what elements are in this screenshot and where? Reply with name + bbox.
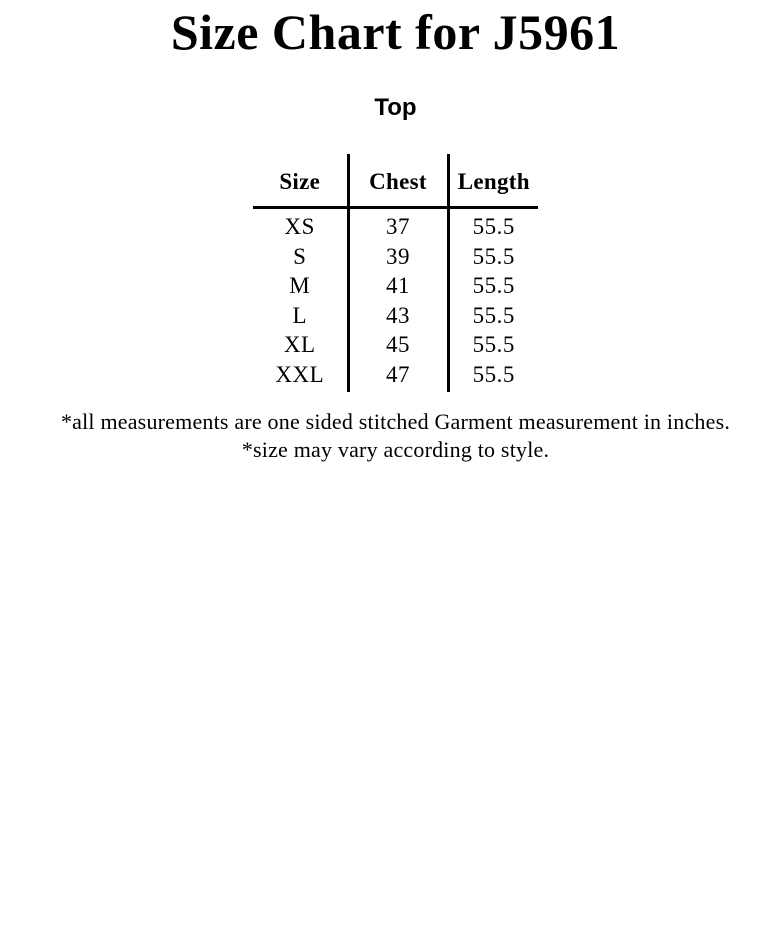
size-value: S xyxy=(293,243,307,269)
chest-value: 39 xyxy=(348,242,448,272)
size-value: L xyxy=(292,302,308,328)
table-row xyxy=(253,208,538,242)
length-value: 55.5 xyxy=(472,361,515,387)
table-row xyxy=(253,271,538,301)
length-value: 55.5 xyxy=(472,332,515,358)
chest-value: 41 xyxy=(348,271,448,301)
chest-value: 43 xyxy=(348,301,448,331)
chest-value: 47 xyxy=(348,360,448,392)
chest-value: 45 xyxy=(348,330,448,360)
column-header-size: Size xyxy=(253,154,348,208)
length-value: 55.5 xyxy=(472,214,515,239)
chest-value: 37 xyxy=(348,208,448,242)
size-value: XXL xyxy=(275,361,325,387)
length-value: 55.5 xyxy=(472,243,515,269)
size-value: XL xyxy=(283,332,316,358)
table-row xyxy=(253,330,538,360)
length-value: 55.5 xyxy=(472,302,515,328)
table-row xyxy=(253,360,538,392)
column-header-length: Length xyxy=(448,154,538,208)
table-header-row xyxy=(253,154,538,208)
length-value: 55.5 xyxy=(472,273,515,299)
page-title: Size Chart for J5961 xyxy=(170,4,621,60)
note-size-variance: *size may vary according to style. xyxy=(241,436,550,462)
footnotes xyxy=(0,408,779,464)
table-row xyxy=(253,242,538,272)
table-row xyxy=(253,301,538,331)
size-value: XS xyxy=(284,214,315,239)
size-table xyxy=(253,154,538,392)
section-title: Top xyxy=(374,94,417,121)
note-measurement-disclaimer: *all measurements are one sided stitched Garment measurement in inches. xyxy=(60,408,731,434)
size-value: M xyxy=(289,273,311,299)
column-header-chest: Chest xyxy=(348,154,448,208)
